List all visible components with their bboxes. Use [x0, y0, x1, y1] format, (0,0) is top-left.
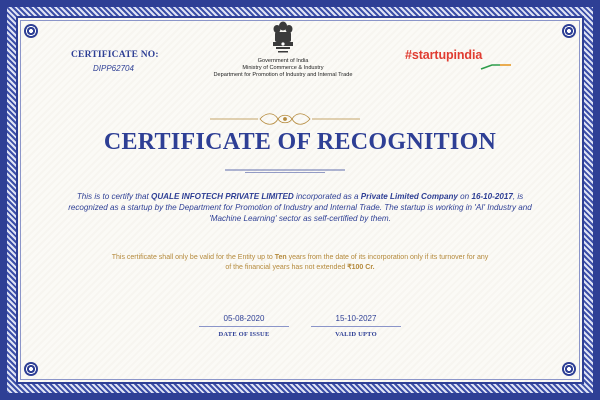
incorporation-date: 16-10-2017	[471, 192, 513, 201]
valid-upto-block	[311, 314, 401, 338]
issuer-block	[183, 58, 383, 79]
issue-date-block	[199, 314, 289, 338]
turnover-limit: ₹100 Cr.	[347, 264, 375, 271]
logo-text: startupindia	[411, 48, 483, 62]
certificate-number-label: CERTIFICATE NO:	[71, 50, 159, 60]
issuer-line: Ministry of Commerce & Industry	[242, 65, 324, 71]
validity-statement: This certificate shall only be valid for the Entity up to Ten years from the date of its incorporation only if its turnover for any of the financial years has not extended ₹100 Cr.	[111, 254, 489, 271]
national-emblem-icon	[270, 20, 296, 56]
certification-statement: This is to certify that QUALE INFOTECH PRIVATE LIMITED incorporated as a Private Limited Company on 16-10-2017, is recognized as a startup by the Department for Promotion of Industry and Internal Trade. The startup is working in 'AI' Industry and 'Machine Learning' sector as self-certified by them.	[68, 192, 532, 223]
valid-upto-label: VALID UPTO	[335, 331, 377, 338]
corner-ornament-icon	[24, 362, 38, 376]
title-divider-icon	[225, 166, 345, 174]
corner-ornament-icon	[562, 362, 576, 376]
title-flourish-icon	[210, 110, 360, 128]
company-name: QUALE INFOTECH PRIVATE LIMITED	[151, 192, 294, 201]
company-type: Private Limited Company	[360, 192, 458, 201]
logo-underline-icon	[480, 64, 512, 70]
logo-hash: #	[405, 48, 412, 62]
certificate-title: CERTIFICATE OF RECOGNITION	[103, 129, 497, 155]
issuer-line: Government of India	[257, 58, 309, 64]
startupindia-logo	[405, 48, 482, 62]
corner-ornament-icon	[24, 24, 38, 38]
issuer-line: Department for Promotion of Industry and Internal Trade	[213, 72, 353, 78]
corner-ornament-icon	[562, 24, 576, 38]
validity-years: Ten	[274, 254, 287, 261]
issue-date-value: 05-08-2020	[199, 314, 289, 327]
issue-date-label: DATE OF ISSUE	[218, 331, 270, 338]
valid-upto-value: 15-10-2027	[311, 314, 401, 327]
certificate-number-value: DIPP62704	[93, 64, 134, 73]
